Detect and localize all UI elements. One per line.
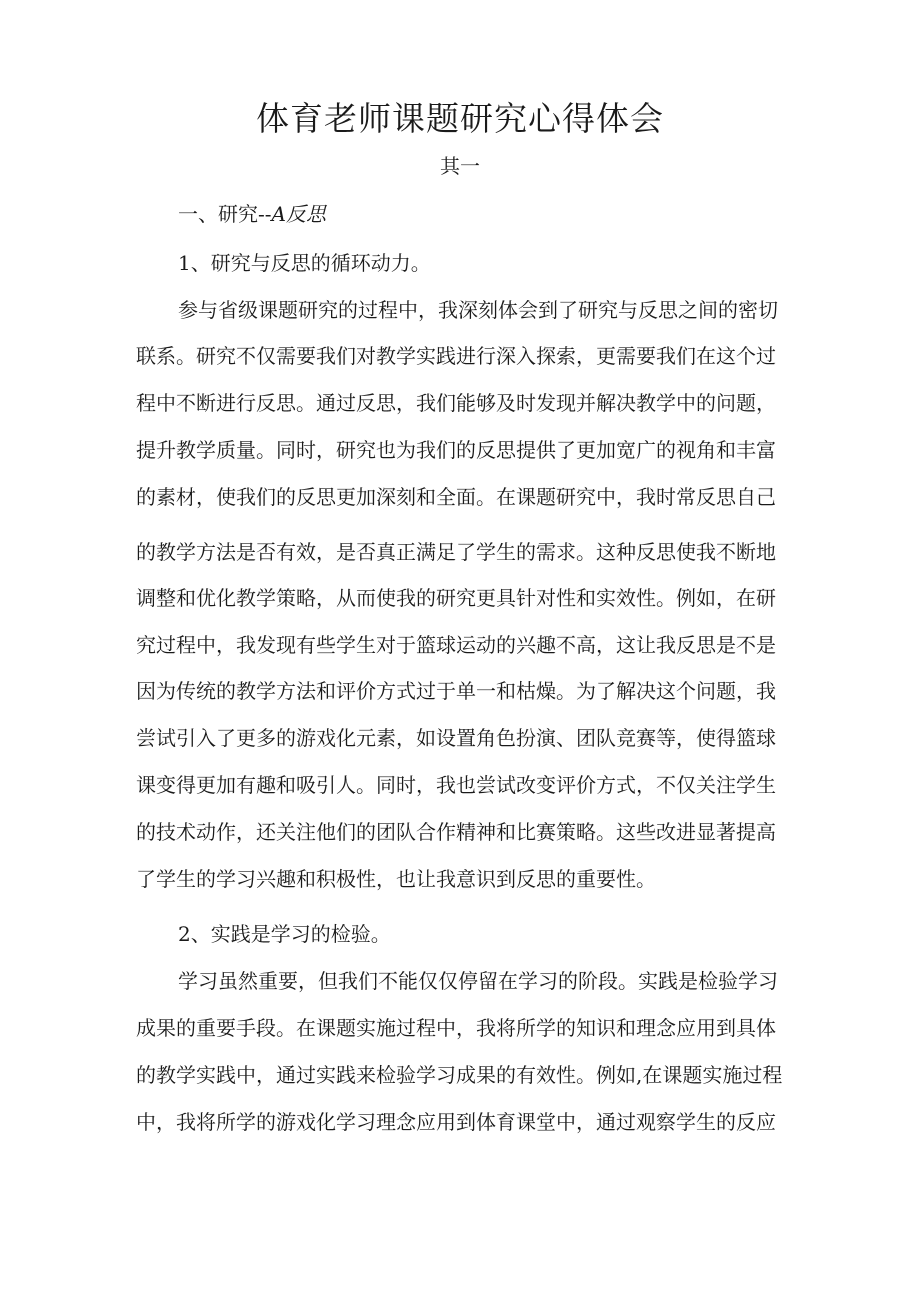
paragraph2-line: 的教学实践中，通过实践来检验学习成果的有效性。例如,在课题实施过程 [136, 1063, 783, 1087]
document-title: 体育老师课题研究心得体会 [256, 99, 664, 138]
paragraph1-line: 因为传统的教学方法和评价方式过于单一和枯燥。为了解决这个问题，我 [136, 679, 776, 703]
item2-heading: 2、实践是学习的检验。 [178, 922, 391, 946]
paragraph1-line: 的教学方法是否有效，是否真正满足了学生的需求。这种反思使我不断地 [136, 540, 776, 564]
paragraph1-line: 的技术动作，还关注他们的团队合作精神和比赛策略。这些改进显著提高 [136, 820, 776, 844]
paragraph2-line: 学习虽然重要，但我们不能仅仅停留在学习的阶段。实践是检验学习 [178, 969, 778, 993]
paragraph1-line: 参与省级课题研究的过程中，我深刻体会到了研究与反思之间的密切 [178, 298, 778, 322]
paragraph1-line: 了学生的学习兴趣和积极性，也让我意识到反思的重要性。 [136, 867, 656, 891]
paragraph1-line: 程中不断进行反思。通过反思，我们能够及时发现并解决教学中的问题， [136, 391, 776, 415]
paragraph1-line: 提升教学质量。同时，研究也为我们的反思提供了更加宽广的视角和丰富 [136, 438, 776, 462]
paragraph2-line: 成果的重要手段。在课题实施过程中，我将所学的知识和理念应用到具体 [136, 1016, 776, 1040]
section-heading-suffix: A反思 [271, 202, 326, 226]
paragraph1-line: 课变得更加有趣和吸引人。同时，我也尝试改变评价方式，不仅关注学生 [136, 773, 776, 797]
paragraph1-line: 联系。研究不仅需要我们对教学实践进行深入探索，更需要我们在这个过 [136, 344, 776, 368]
document-subtitle: 其一 [440, 154, 480, 178]
paragraph2-line: 中，我将所学的游戏化学习理念应用到体育课堂中，通过观察学生的反应 [136, 1110, 776, 1134]
section-heading [178, 200, 788, 228]
paragraph1-line: 调整和优化教学策略，从而使我的研究更具针对性和实效性。例如，在研 [136, 586, 776, 610]
section-heading-prefix: 一、研究-- [178, 202, 272, 226]
paragraph1-line: 尝试引入了更多的游戏化元素，如设置角色扮演、团队竞赛等，使得篮球 [136, 726, 776, 750]
paragraph1-line: 究过程中，我发现有些学生对于篮球运动的兴趣不高，这让我反思是不是 [136, 633, 776, 657]
paragraph1-line: 的素材，使我们的反思更加深刻和全面。在课题研究中，我时常反思自己 [136, 485, 776, 509]
item1-heading: 1、研究与反思的循环动力。 [178, 251, 431, 275]
